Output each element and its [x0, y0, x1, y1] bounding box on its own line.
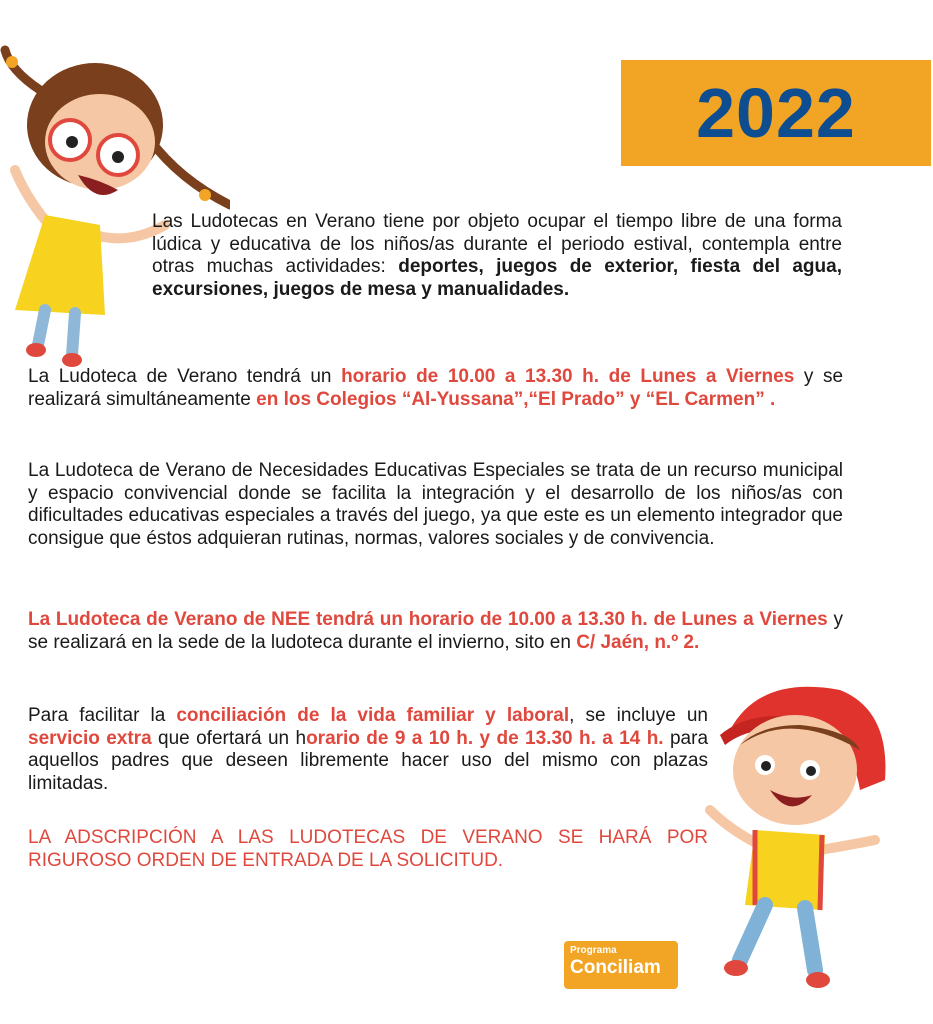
extra-text-g: para aquellos padres que deseen libremente hacer uso del mismo con plazas limitadas. — [28, 727, 709, 794]
nee-schedule-text: y se realizará en la sede de la ludoteca durante el invierno, sito en — [28, 609, 844, 653]
enrollment-notice — [28, 827, 708, 872]
extra-text-a: Para facilitar la — [28, 705, 177, 726]
extra-hours-highlight: orario de 9 a 10 h. y de 13.30 h. a 14 h. — [306, 727, 664, 749]
schedule-hours-highlight: horario de 10.00 a 13.30 h. de Lunes a Viernes — [341, 366, 795, 387]
programa-conciliam-logo — [564, 941, 678, 989]
year-label: 2022 — [696, 74, 856, 152]
boy-cartoon-illustration — [700, 670, 900, 1005]
intro-activities-bold: deportes, juegos de exterior, fiesta del agua, excursiones, juegos de mesa y manualidades. — [152, 256, 842, 300]
schedule-text-c: y se realizará simultáneamente — [28, 366, 844, 410]
extra-service-paragraph — [28, 705, 708, 795]
schedule-text-a: La Ludoteca de Verano tendrá un — [28, 366, 342, 387]
nee-description-text: La Ludoteca de Verano de Necesidades Educativas Especiales se trata de un recurso municipal y espacio convivencial donde se facilita la integración y el desarrollo de los niños/as con dificultades educativas especiales a través del juego, ya que este es un elemento integrador que consigue que éstos adquieran rutinas, normas, valores sociales y de convivencia. — [28, 460, 843, 549]
schedule-schools-highlight: en los Colegios “Al-Yussana”,“El Prado” y “EL Carmen” . — [256, 388, 776, 410]
intro-paragraph — [152, 211, 842, 301]
girl-cartoon-illustration — [0, 30, 230, 370]
extra-text-e: que ofertará un h — [151, 727, 307, 749]
extra-service-highlight: servicio extra — [28, 727, 152, 749]
nee-description-paragraph — [28, 460, 843, 550]
conciliation-highlight: conciliación de la vida familiar y laboral — [176, 705, 570, 726]
nee-schedule-highlight: La Ludoteca de Verano de NEE tendrá un horario de 10.00 a 13.30 h. de Lunes a Viernes — [28, 609, 828, 630]
intro-text: Las Ludotecas en Verano tiene por objeto ocupar el tiempo libre de una forma lúdica y educativa de los niños/as durante el periodo estival, contempla entre otras muchas actividades: — [152, 211, 842, 277]
logo-small-text: Programa — [570, 945, 617, 956]
schedule-paragraph — [28, 366, 843, 411]
logo-big-text: Conciliam — [570, 957, 661, 978]
extra-text-c: , se incluye un — [569, 705, 708, 726]
year-banner — [621, 60, 931, 166]
nee-address-highlight: C/ Jaén, n.º 2. — [576, 631, 700, 653]
enrollment-notice-text: LA ADSCRIPCIÓN A LAS LUDOTECAS DE VERANO SE HARÁ POR RIGUROSO ORDEN DE ENTRADA DE LA SOLICITUD. — [28, 827, 708, 871]
nee-schedule-paragraph — [28, 609, 843, 654]
